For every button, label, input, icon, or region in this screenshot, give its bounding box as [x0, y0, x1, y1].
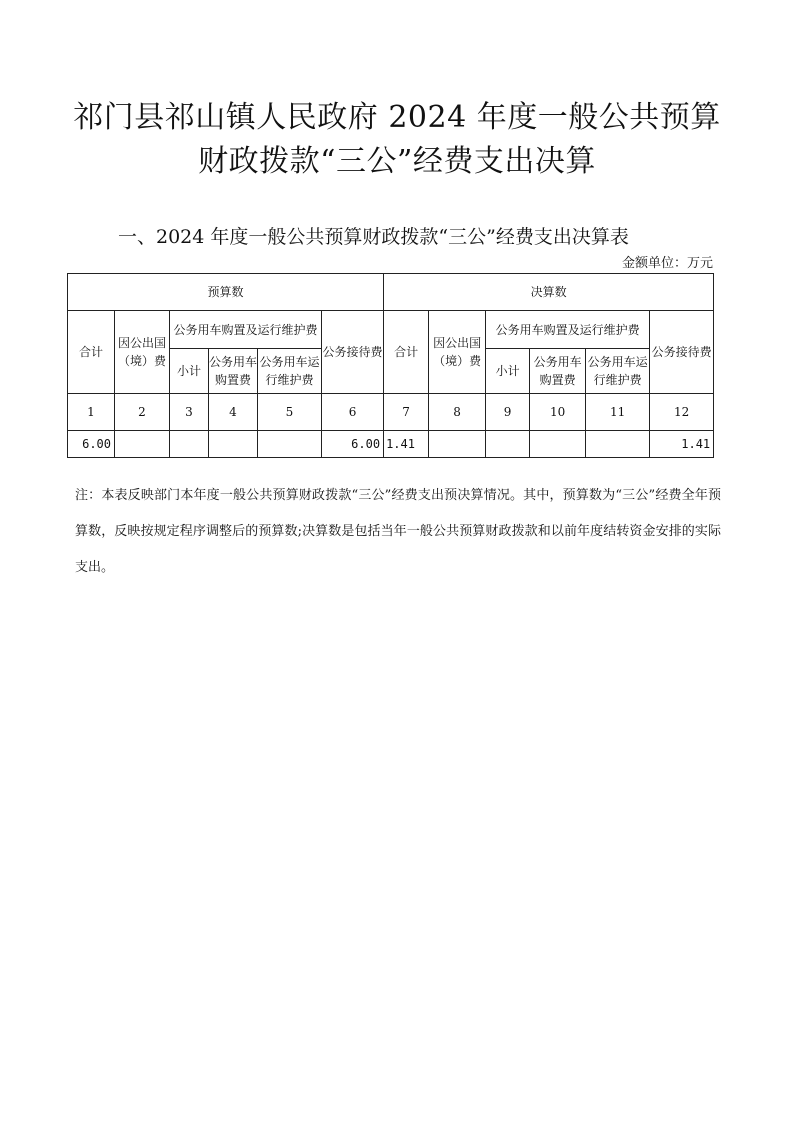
column-number: 5 [258, 394, 322, 431]
final-total-header: 合计 [384, 311, 429, 394]
final-vehicle-group-header: 公务用车购置及运行维护费 [486, 311, 650, 349]
budget-total-header: 合计 [68, 311, 115, 394]
budget-total-value: 6.00 [68, 431, 115, 458]
final-reception-header: 公务接待费 [650, 311, 714, 394]
final-vehicle-purchase-header: 公务用车购置费 [530, 349, 586, 394]
final-total-value: 1.41 [384, 431, 429, 458]
final-overseas-header: 因公出国（境）费 [429, 311, 486, 394]
document-title [0, 96, 794, 184]
budget-reception-header: 公务接待费 [322, 311, 384, 394]
column-number: 7 [384, 394, 429, 431]
section-title: 一、2024 年度一般公共预算财政拨款“三公”经费支出决算表 [118, 226, 629, 248]
table-note: 注：本表反映部门本年度一般公共预算财政拨款“三公”经费支出预决算情况。其中，预算数为“三公”经费全年预算数，反映按规定程序调整后的预算数;决算数是包括当年一般公共预算财政拨款和以前年度结转资金安排的实际支出。 [75, 488, 721, 575]
final-overseas-value [429, 431, 486, 458]
budget-reception-value: 6.00 [322, 431, 384, 458]
three-public-expense-table [67, 273, 714, 458]
budget-vehicle-operation-value [258, 431, 322, 458]
column-number: 9 [486, 394, 530, 431]
final-vehicle-operation-value [586, 431, 650, 458]
final-subtotal-header: 小计 [486, 349, 530, 394]
budget-subtotal-value [170, 431, 209, 458]
column-number: 11 [586, 394, 650, 431]
budget-vehicle-purchase-value [209, 431, 258, 458]
final-reception-value: 1.41 [650, 431, 714, 458]
document-title-line2: 财政拨款“三公”经费支出决算 [198, 144, 596, 179]
budget-vehicle-purchase-header: 公务用车购置费 [209, 349, 258, 394]
column-number: 2 [115, 394, 170, 431]
final-vehicle-purchase-value [530, 431, 586, 458]
document-title-line1: 祁门县祁山镇人民政府 2024 年度一般公共预算 [73, 100, 721, 135]
budget-vehicle-operation-header: 公务用车运行维护费 [258, 349, 322, 394]
budget-subtotal-header: 小计 [170, 349, 209, 394]
column-number: 1 [68, 394, 115, 431]
budget-vehicle-group-header: 公务用车购置及运行维护费 [170, 311, 322, 349]
budget-overseas-header: 因公出国（境）费 [115, 311, 170, 394]
final-group-header: 决算数 [384, 274, 714, 311]
final-subtotal-value [486, 431, 530, 458]
final-vehicle-operation-header: 公务用车运行维护费 [586, 349, 650, 394]
column-number: 10 [530, 394, 586, 431]
column-number: 6 [322, 394, 384, 431]
column-number: 12 [650, 394, 714, 431]
unit-label: 金额单位：万元 [621, 256, 713, 271]
column-number: 8 [429, 394, 486, 431]
column-number: 4 [209, 394, 258, 431]
table-row [68, 431, 714, 458]
budget-overseas-value [115, 431, 170, 458]
budget-group-header: 预算数 [68, 274, 384, 311]
column-number: 3 [170, 394, 209, 431]
